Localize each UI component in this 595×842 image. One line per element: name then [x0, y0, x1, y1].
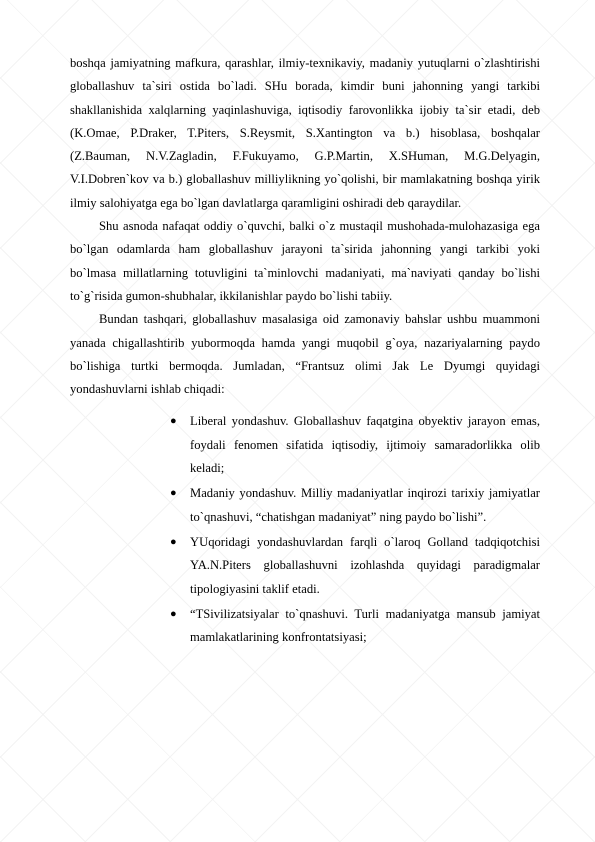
list-item: [170, 603, 540, 650]
list-item: [170, 410, 540, 480]
list-item: [170, 531, 540, 601]
bullet-dot-icon: ●: [170, 415, 177, 428]
list-item-text: “TSivilizatsiyalar to`qnashuvi. Turli madaniyatga mansub jamiyat mamlakatlarining konfrontatsiyasi;: [190, 606, 540, 645]
bullet-dot-icon: ●: [170, 607, 177, 620]
bullet-dot-icon: ●: [170, 535, 177, 548]
paragraph-3: Bundan tashqari, globallashuv masalasiga oid zamonaviy bahslar ushbu muammoni yanada chigallashtirib yubormoqda hamda yangi muqobil g`oya, nazariyalarning paydo bo`lishiga turtki bermoqda. Jumladan, “Frantsuz olimi Jak Le Dyumgi quyidagi yondashuvlarni ishlab chiqadi:: [70, 312, 540, 397]
paragraph-2: Shu asnoda nafaqat oddiy o`quvchi, balki o`z mustaqil mushohada-mulohazasiga ega bo`lgan odamlarda ham globallashuv jarayoni ta`sirida jahonning yangi tarkibi yoki bo`lmasa millatlarning totuvligini ta`minlovchi madaniyati, ma`naviyati qanday bo`lishi to`g`risida gumon-shubhalar, ikkilanishlar paydo bo`lishi tabiiy.: [70, 219, 540, 303]
list-item-text: Liberal yondashuv. Globallashuv faqatgina obyektiv jarayon emas, foydali fenomen sifatida iqtisodiy, ijtimoiy samaradorlikka olib keladi;: [190, 414, 540, 476]
paragraph-1: boshqa jamiyatning mafkura, qarashlar, ilmiy-texnikaviy, madaniy yutuqlarni o`zlashtirishi globallashuv ta`siri ostida bo`ladi. SHu borada, kimdir buni jahonning yangi tarkibi shakllanishida xalqlarning yaqinlashuviga, iqtisodiy farovonlikka ijobiy ta`sir etadi, deb (K.Omae, P.Draker, T.Piters, S.Reysmit, S.Xantington va b.) hisoblasa, boshqalar (Z.Bauman, N.V.Zagladin, F.Fukuyamo, G.P.Martin, X.SHuman, M.G.Delyagin, V.I.Dobren`kov va b.) globallashuv milliylikning yo`qolishi, bir mamlakatning boshqa yirik ilmiy salohiyatga ega bo`lgan davlatlarga qaramligini oshiradi deb qaraydilar.: [70, 56, 540, 210]
list-item-text: Madaniy yondashuv. Milliy madaniyatlar inqirozi tarixiy jamiyatlar to`qnashuvi, “chatishgan madaniyat” ning paydo bo`lishi”.: [190, 486, 540, 524]
list-item: [170, 482, 540, 529]
approaches-list: [70, 410, 540, 649]
bullet-dot-icon: ●: [170, 487, 177, 500]
list-item-text: YUqoridagi yondashuvlardan farqli o`laroq Golland tadqiqotchisi YA.N.Piters globallashuvni izohlashda quyidagi paradigmalar tipologiyasini taklif etadi.: [190, 534, 540, 596]
document-body: [70, 52, 540, 651]
